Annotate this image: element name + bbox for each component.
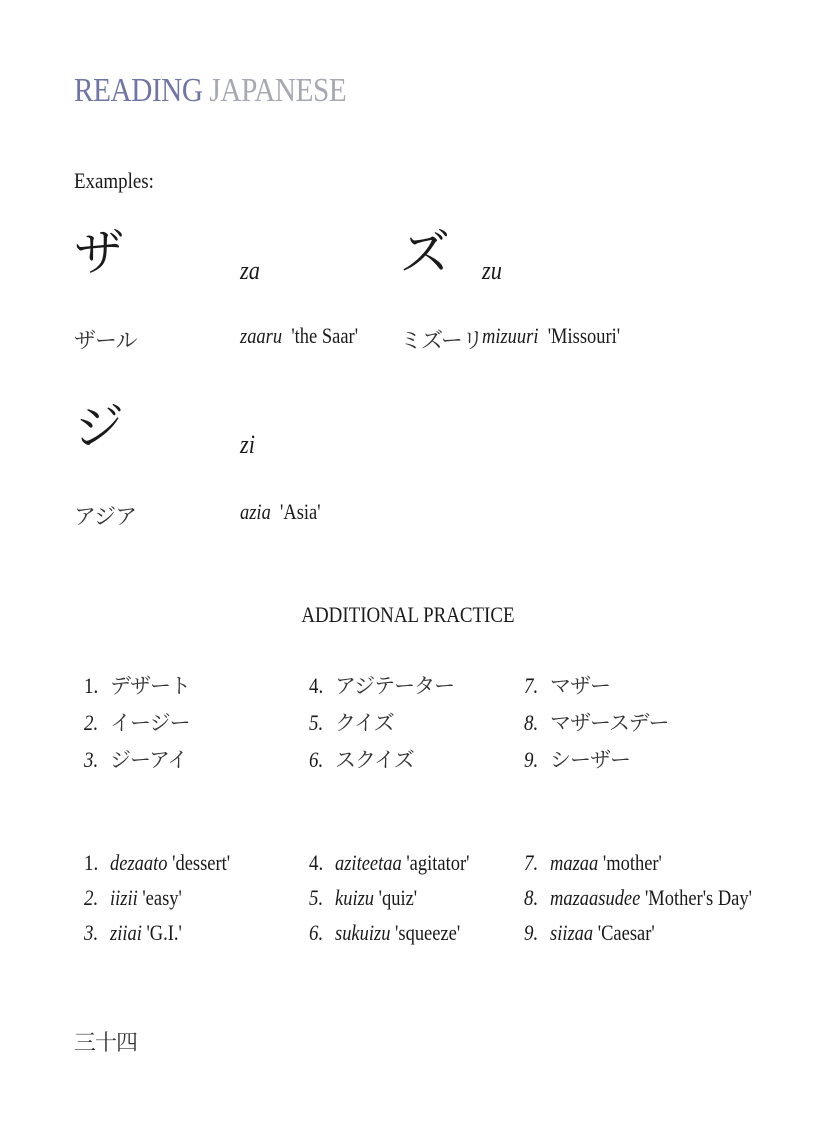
item-number: 6. <box>309 747 324 772</box>
item-number: 2. <box>84 710 99 735</box>
item-number: 1. <box>84 850 99 875</box>
item-gloss: 'Mother's Day' <box>644 885 752 910</box>
example-word-kana-za: ザール <box>74 329 137 354</box>
list-item <box>84 920 253 955</box>
practice-column-3 <box>524 670 669 781</box>
item-number: 8. <box>524 710 539 735</box>
item-kana: マザー <box>550 674 610 698</box>
list-item <box>84 885 253 920</box>
list-item <box>309 707 454 744</box>
item-number: 4. <box>309 673 324 698</box>
item-number: 4. <box>309 850 324 875</box>
example-romaji-zi: zi <box>240 430 255 459</box>
item-gloss: 'G.I.' <box>146 920 182 945</box>
practice-heading <box>0 602 816 628</box>
item-romaji: aziteetaa <box>335 850 402 875</box>
example-kana-za: ザ <box>74 224 124 282</box>
list-item <box>524 885 790 920</box>
list-item <box>84 850 253 885</box>
item-gloss: 'agitator' <box>406 850 470 875</box>
item-kana: アジテーター <box>335 674 455 698</box>
example-word-kana-zu: ミズーリ <box>400 329 483 354</box>
example-word-gloss: 'the Saar' <box>291 323 359 348</box>
answer-column-3 <box>524 850 790 955</box>
item-romaji: ziiai <box>110 920 142 945</box>
item-number: 5. <box>309 710 324 735</box>
example-kana-zu: ズ <box>400 224 450 282</box>
item-romaji: mazaasudee <box>550 885 641 910</box>
practice-column-1 <box>84 670 190 781</box>
item-romaji: sukuizu <box>335 920 391 945</box>
item-number: 7. <box>524 850 539 875</box>
title-japanese: JAPANESE <box>209 72 347 109</box>
list-item <box>524 920 790 955</box>
list-item <box>309 670 454 707</box>
item-kana: スクイズ <box>335 748 414 772</box>
examples-label: Examples: <box>74 168 154 193</box>
item-romaji: kuizu <box>335 885 375 910</box>
item-gloss: 'quiz' <box>378 885 418 910</box>
list-item <box>84 744 190 781</box>
item-romaji: dezaato <box>110 850 168 875</box>
example-kana-zi: ジ <box>74 398 124 456</box>
list-item <box>524 744 669 781</box>
item-kana: シーザー <box>550 748 630 772</box>
list-item <box>309 744 454 781</box>
item-number: 3. <box>84 747 99 772</box>
item-romaji: mazaa <box>550 850 599 875</box>
item-kana: デザート <box>110 674 190 698</box>
page-title <box>74 72 346 110</box>
item-number: 5. <box>309 885 324 910</box>
answer-column-2 <box>309 850 495 955</box>
item-number: 6. <box>309 920 324 945</box>
example-romaji-zu: zu <box>482 256 502 285</box>
item-kana: イージー <box>110 711 190 735</box>
item-gloss: 'squeeze' <box>395 920 461 945</box>
item-kana: ジーアイ <box>110 748 188 772</box>
item-gloss: 'mother' <box>602 850 662 875</box>
example-word-kana-zi: アジア <box>74 505 137 530</box>
example-gloss-za <box>240 323 358 349</box>
example-romaji-za: za <box>240 256 260 285</box>
list-item <box>309 920 495 955</box>
item-number: 9. <box>524 920 539 945</box>
item-romaji: iizii <box>110 885 138 910</box>
item-romaji: siizaa <box>550 920 594 945</box>
list-item <box>309 885 495 920</box>
item-gloss: 'dessert' <box>172 850 231 875</box>
practice-heading-text: ADDITIONAL PRACTICE <box>301 602 515 627</box>
list-item <box>84 707 190 744</box>
list-item <box>524 850 790 885</box>
example-word-romaji: zaaru <box>240 323 283 348</box>
list-item <box>524 707 669 744</box>
item-number: 9. <box>524 747 539 772</box>
item-kana: マザースデー <box>550 711 669 735</box>
list-item <box>84 670 190 707</box>
example-word-romaji: azia <box>240 499 271 524</box>
item-number: 8. <box>524 885 539 910</box>
item-number: 1. <box>84 673 99 698</box>
item-number: 3. <box>84 920 99 945</box>
example-word-gloss: 'Missouri' <box>547 323 621 348</box>
example-word-gloss: 'Asia' <box>280 499 321 524</box>
item-kana: クイズ <box>335 711 394 735</box>
practice-column-2 <box>309 670 454 781</box>
example-gloss-zu <box>482 323 620 349</box>
list-item <box>309 850 495 885</box>
item-gloss: 'Caesar' <box>597 920 655 945</box>
item-gloss: 'easy' <box>142 885 182 910</box>
title-reading: READING <box>74 72 203 109</box>
example-gloss-zi <box>240 499 321 525</box>
example-word-romaji: mizuuri <box>482 323 539 348</box>
answer-column-1 <box>84 850 253 955</box>
item-number: 7. <box>524 673 539 698</box>
list-item <box>524 670 669 707</box>
item-number: 2. <box>84 885 99 910</box>
page-number: 三十四 <box>74 1031 138 1056</box>
